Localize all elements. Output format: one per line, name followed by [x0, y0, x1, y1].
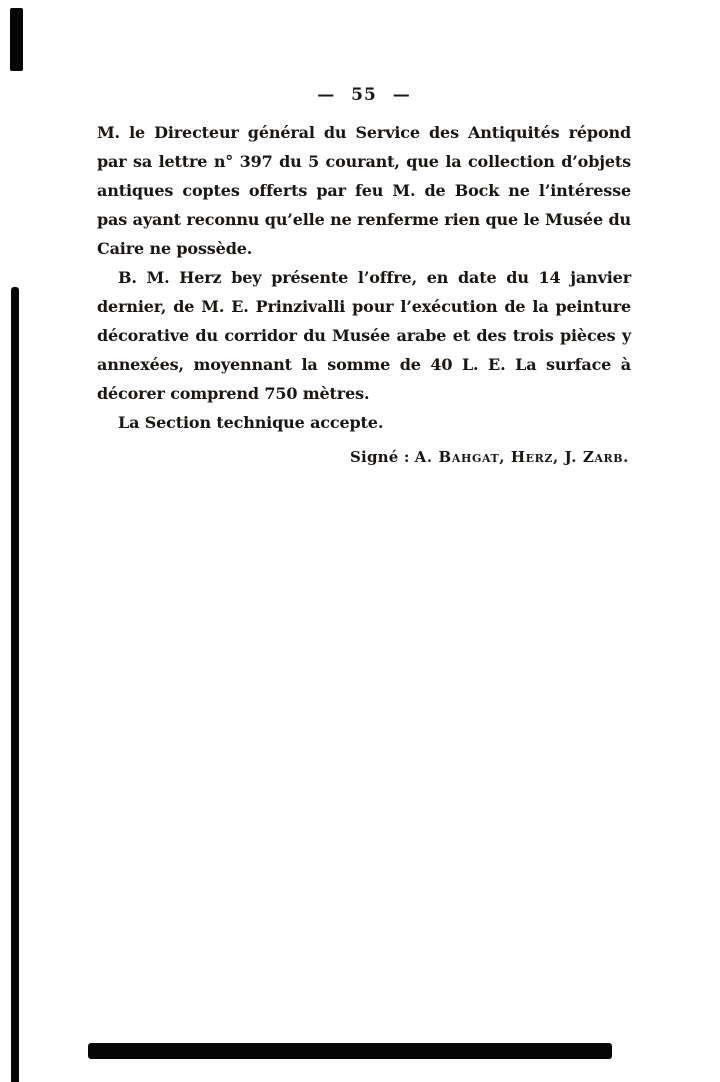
paragraph-herz-offer: B. M. Herz bey présente l’offre, en date du 14 janvier dernier, de M. E. Prinzivalli pour l’exécution de la peinture décorative du corridor du Musée arabe et des trois pièces y annexées, moyennant la somme de 40 L. E. La surface à décorer comprend 750 mètres. [97, 268, 631, 403]
page-content [97, 84, 631, 466]
scan-artifact-left-rule [11, 287, 19, 1082]
signature-label: Signé : [350, 448, 410, 466]
signature-names: A. Bahgat, Herz, J. Zarb. [414, 448, 629, 466]
signature-line [97, 448, 631, 466]
page-number: — 55 — [317, 85, 411, 105]
paragraph-section-accepts: La Section technique accepte. [118, 413, 384, 432]
paragraph-director-response: M. le Directeur général du Service des Antiquités répond par sa lettre n° 397 du 5 courant, que la collection d’objets antiques coptes offerts par feu M. de Bock ne l’intéresse pas ayant reconnu qu’elle ne renferme rien que le Musée du Caire ne possède. [97, 123, 631, 258]
scan-artifact-bottom-rule [88, 1043, 612, 1059]
scan-artifact-top-left-bar [10, 8, 23, 71]
